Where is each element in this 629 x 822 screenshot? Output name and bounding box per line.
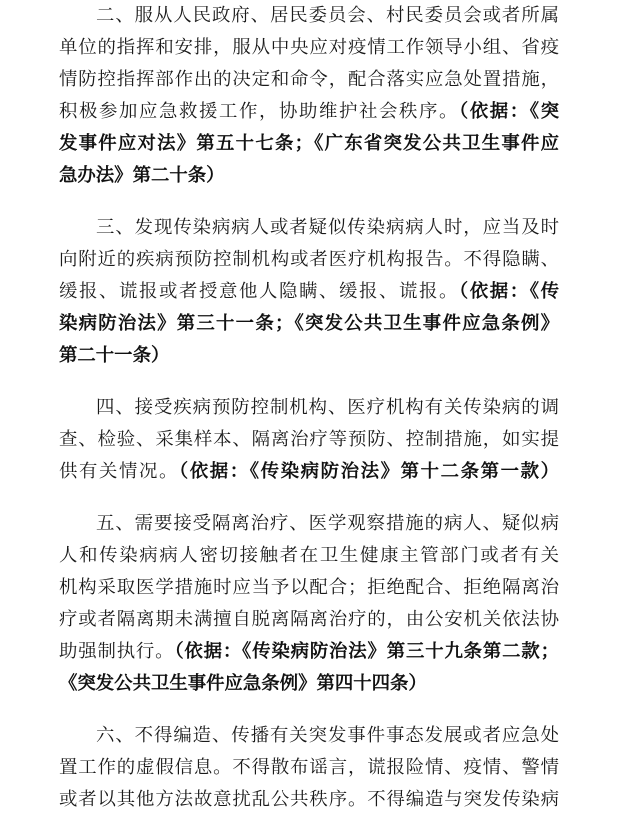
text-line: 五、需要接受隔离治疗、医学观察措施的病人、疑似病	[96, 513, 559, 534]
text-line: 三、发现传染病病人或者疑似传染病病人时，应当及时	[96, 217, 559, 238]
legal-basis-line: 《突发公共卫生事件应急条例》第四十四条）	[59, 673, 427, 694]
text-line: 疗或者隔离期未满擅自脱离隔离治疗的，由公安机关依法协	[59, 609, 559, 630]
legal-basis: （依据：《传	[459, 281, 559, 302]
legal-basis-line: 第二十一条）	[59, 345, 170, 366]
text-segment: 积极参加应急救援工作，协助维护社会秩序。	[59, 101, 459, 122]
legal-basis: （依据：《传染病防治法》第十二条第一款）	[179, 461, 559, 482]
legal-basis-line: 染病防治法》第三十一条；《突发公共卫生事件应急条例》	[59, 313, 559, 334]
text-line	[59, 96, 559, 128]
legal-basis: （依据：《传染病防治法》第三十九条第二款；	[174, 641, 559, 662]
legal-basis-line: 急办法》第二十条）	[59, 165, 225, 186]
text-line: 查、检验、采集样本、隔离治疗等预防、控制措施，如实提	[59, 429, 559, 450]
text-line	[59, 456, 559, 488]
text-line	[59, 276, 559, 308]
text-line: 情防控指挥部作出的决定和命令，配合落实应急处置措施，	[59, 69, 559, 90]
text-line: 二、服从人民政府、居民委员会、村民委员会或者所属	[96, 5, 559, 26]
text-line: 四、接受疾病预防控制机构、医疗机构有关传染病的调	[96, 397, 559, 418]
text-segment: 供有关情况。	[59, 461, 179, 482]
text-line: 六、不得编造、传播有关突发事件事态发展或者应急处	[96, 725, 559, 746]
text-line: 向附近的疾病预防控制机构或者医疗机构报告。不得隐瞒、	[59, 249, 559, 270]
text-line: 或者以其他方法故意扰乱公共秩序。不得编造与突发传染病	[59, 789, 559, 810]
text-segment: 缓报、谎报或者授意他人隐瞒、缓报、谎报。	[59, 281, 459, 302]
text-line: 置工作的虚假信息。不得散布谣言，谎报险情、疫情、警情	[59, 757, 559, 778]
legal-basis-line: 发事件应对法》第五十七条；《广东省突发公共卫生事件应	[59, 133, 559, 154]
text-line: 单位的指挥和安排，服从中央应对疫情工作领导小组、省疫	[59, 37, 559, 58]
text-line	[59, 636, 559, 668]
text-line: 机构采取医学措施时应当予以配合；拒绝配合、拒绝隔离治	[59, 577, 559, 598]
text-segment: 助强制执行。	[59, 641, 175, 662]
text-line: 人和传染病病人密切接触者在卫生健康主管部门或者有关	[59, 545, 559, 566]
legal-basis: （依据：《突	[459, 101, 559, 122]
